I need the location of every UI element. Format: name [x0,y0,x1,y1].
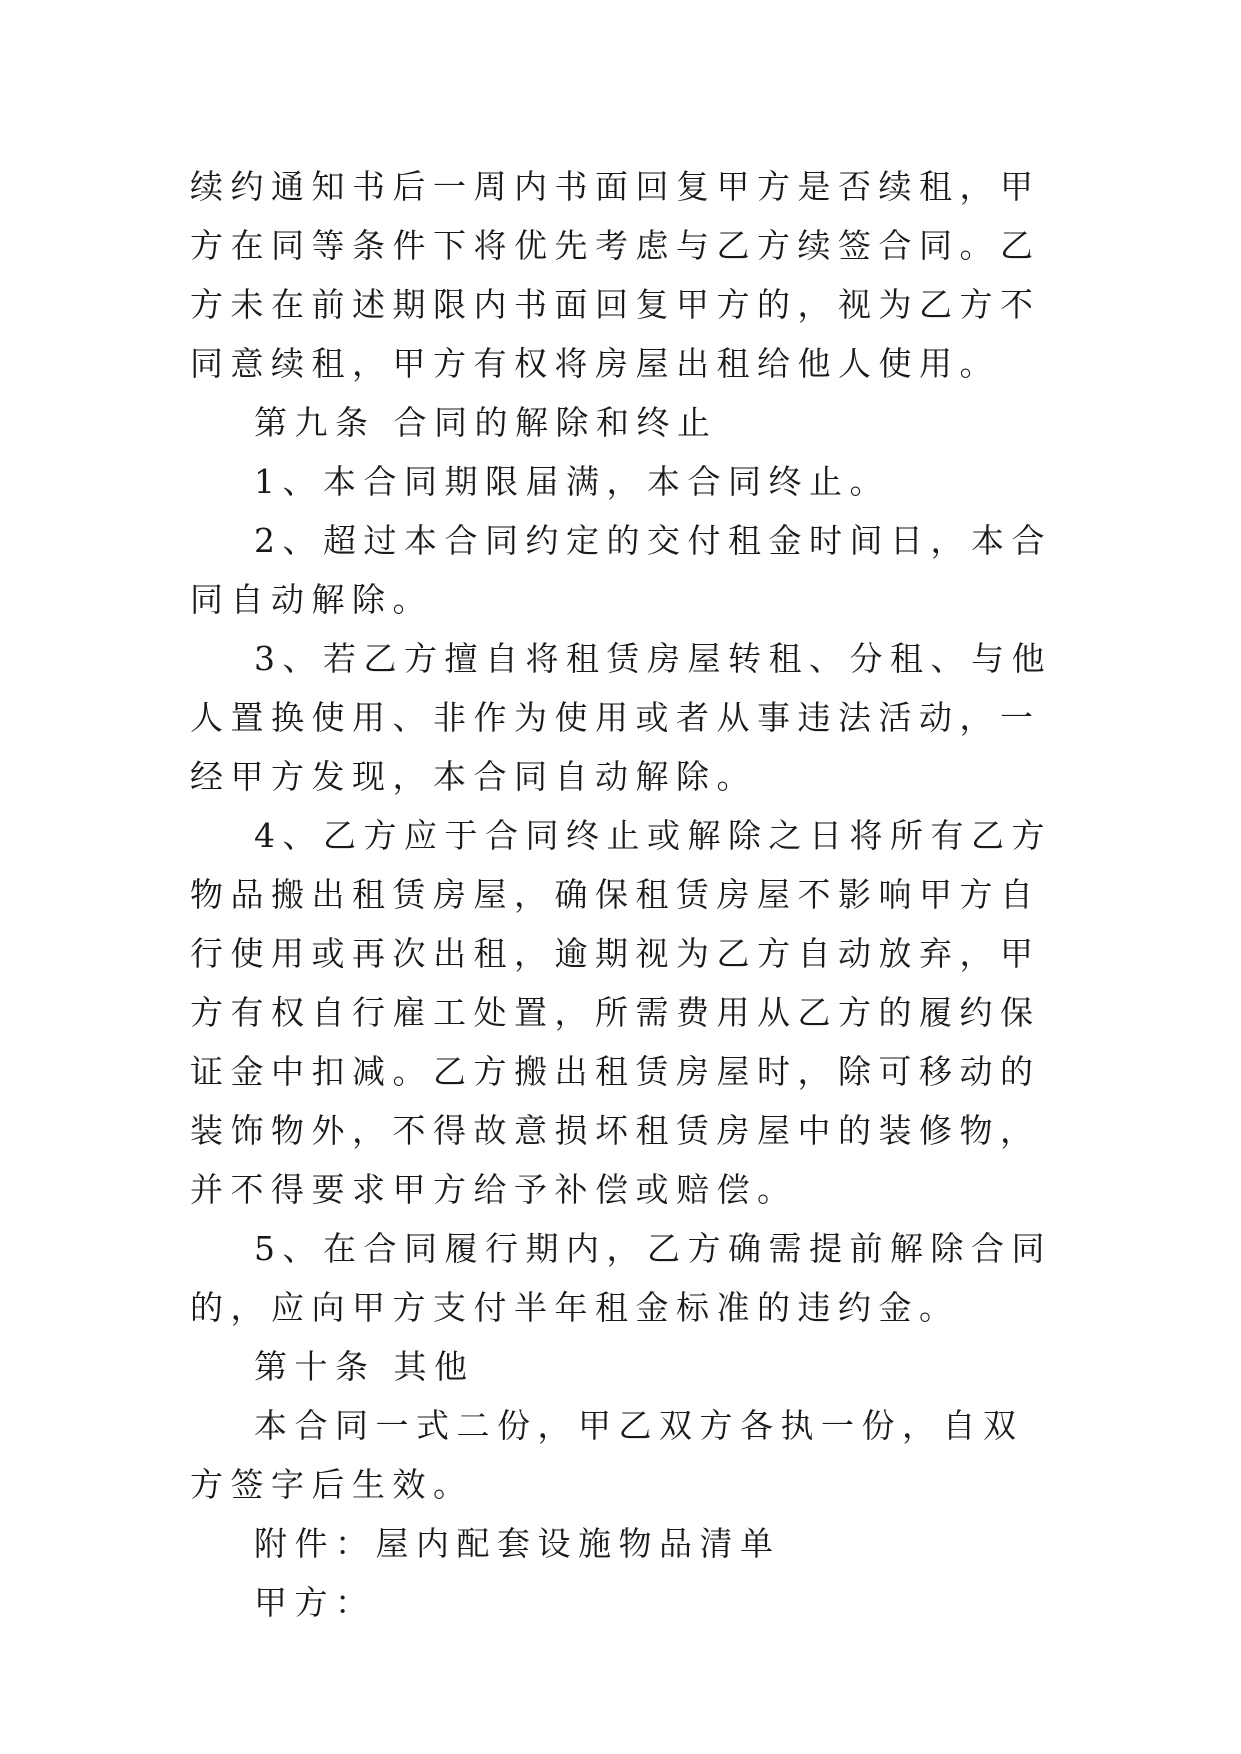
clause-9-2: 2、超过本合同约定的交付租金时间日，本合同自动解除。 [190,521,1052,619]
clause-9-5: 5、在合同履行期内，乙方确需提前解除合同的，应向甲方支付半年租金标准的违约金。 [190,1229,1052,1327]
clause-9-1: 1、本合同期限届满，本合同终止。 [254,462,890,501]
document-page [190,157,1058,1632]
clause-10-copies: 本合同一式二份，甲乙双方各执一份，自双方签字后生效。 [190,1406,1024,1504]
heading-article-10: 第十条 其他 [254,1347,475,1386]
clause-9-3: 3、若乙方擅自将租赁房屋转租、分租、与他人置换使用、非作为使用或者从事违法活动，一经甲方发现，本合同自动解除。 [190,639,1052,796]
paragraph-renewal-notice: 续约通知书后一周内书面回复甲方是否续租，甲方在同等条件下将优先考虑与乙方续签合同。乙方未在前述期限内书面回复甲方的，视为乙方不同意续租，甲方有权将房屋出租给他人使用。 [190,167,1041,383]
clause-9-4: 4、乙方应于合同终止或解除之日将所有乙方物品搬出租赁房屋，确保租赁房屋不影响甲方自行使用或再次出租，逾期视为乙方自动放弃，甲方有权自行雇工处置，所需费用从乙方的履约保证金中扣减。乙方搬出租赁房屋时，除可移动的装饰物外，不得故意损坏租赁房屋中的装修物，并不得要求甲方给予补偿或赔偿。 [190,816,1052,1209]
heading-article-9: 第九条 合同的解除和终止 [254,403,718,442]
party-a-signature-line: 甲方： [254,1583,376,1622]
attachment-line: 附件：屋内配套设施物品清单 [254,1524,781,1563]
